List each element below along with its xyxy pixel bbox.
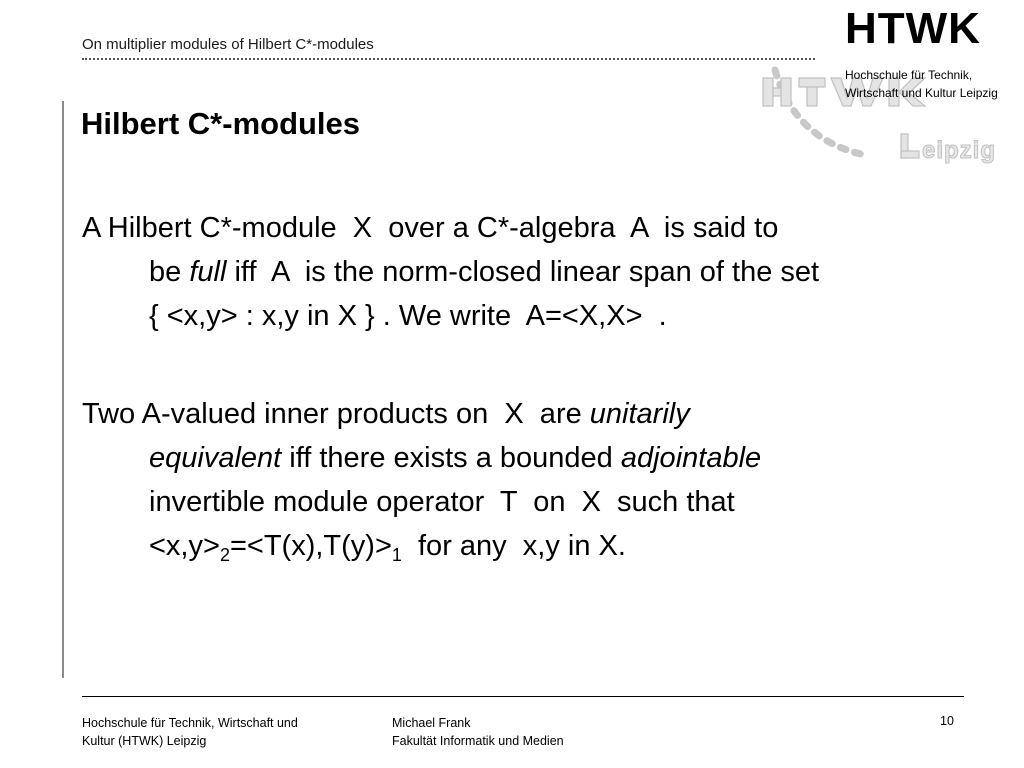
logo-wordmark: HTWK [845,4,981,53]
p2-term-equivalent: equivalent [149,442,282,474]
p1-line-3: { <x,y> : x,y in X } . We write A=<X,X> . [149,300,667,332]
htwk-logo [755,0,1024,175]
footer-institution-line-2: Kultur (HTWK) Leipzig [82,734,207,748]
paragraph-unitary-equivalence [82,392,982,568]
logo-subtitle-line-2: Wirtschaft und Kultur Leipzig [845,86,998,100]
p2-line-4-c: for any x,y in X. [401,530,626,562]
p1-line-1: A Hilbert C*-module X over a C*-algebra A is said to [82,212,779,244]
p2-subscript-2: 2 [219,545,230,565]
p2-line-3: invertible module operator T on X such that [149,486,735,518]
footer-author-name: Michael Frank [392,716,471,730]
p2-term-adjointable: adjointable [620,442,762,474]
p1-line-2-b: iff A is the norm-closed linear span of the set [226,256,820,288]
left-vertical-rule [62,101,64,678]
p2-line-2-b: iff there exists a bounded [281,442,621,474]
header-dotted-rule [82,58,815,60]
slide-title: Hilbert C*-modules [81,106,361,141]
emblem-leipzig-text: eipzig [922,137,997,164]
p2-line-4 [82,524,982,568]
header-title: On multiplier modules of Hilbert C*-modules [82,36,374,53]
logo-subtitle-line-1: Hochschule für Technik, [845,68,973,82]
footer-faculty: Fakultät Informatik und Medien [392,734,564,748]
p2-line-1 [82,392,982,436]
p2-term-unitarily: unitarily [589,398,690,430]
logo-subtitle [845,66,998,102]
footer-institution-line-1: Hochschule für Technik, Wirtschaft und [82,716,298,730]
p1-term-full: full [189,256,227,288]
p2-line-1-a: Two A-valued inner products on X are [82,398,590,430]
footer-rule [82,696,964,697]
page-number: 10 [940,714,954,728]
p2-line-4-a: <x,y> [149,530,220,562]
paragraph-full-definition [82,206,982,338]
footer-author [392,714,564,750]
p2-line-2 [82,436,982,480]
p1-line-2 [82,250,982,294]
footer-institution [82,714,298,750]
p2-subscript-1: 1 [391,545,402,565]
p2-line-4-b: =<T(x),T(y)> [229,530,392,562]
p1-line-2-a: be [149,256,190,288]
